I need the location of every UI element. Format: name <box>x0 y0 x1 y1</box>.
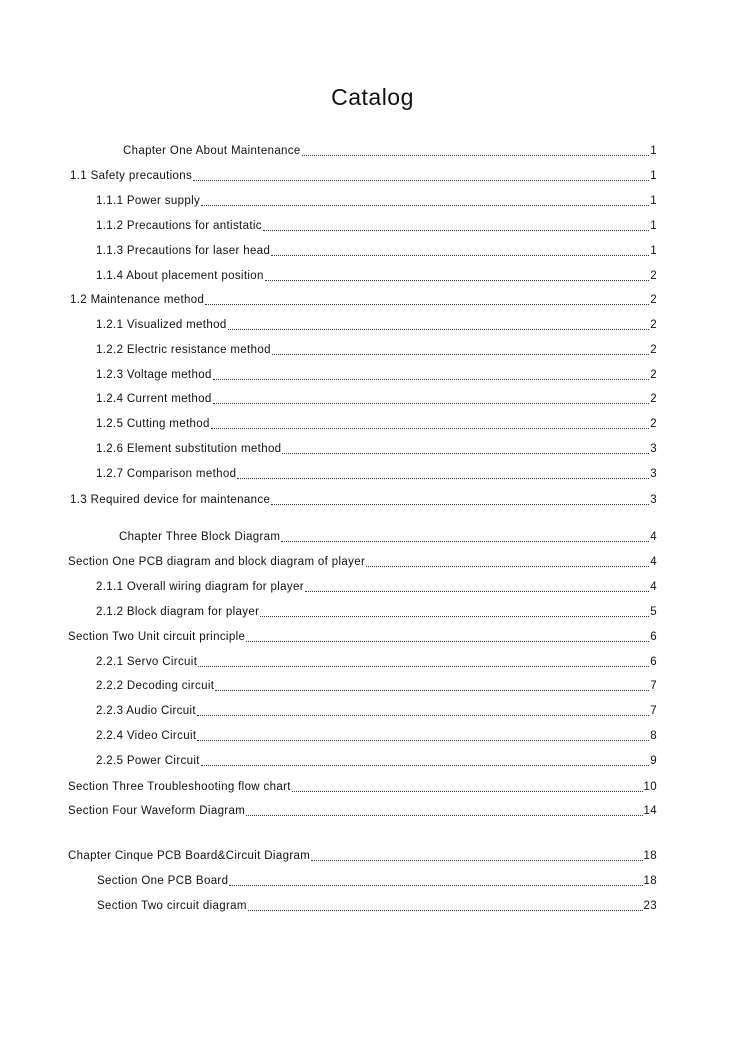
toc-entry-label: 1.1 Safety precautions <box>70 170 193 182</box>
dot-leader <box>292 790 643 792</box>
toc-entry-page: 6 <box>650 656 657 668</box>
dot-leader <box>263 229 649 231</box>
toc-entry-label: 1.1.1 Power supply <box>96 195 201 207</box>
toc-entry-label: 1.2.4 Current method <box>96 393 212 405</box>
toc-entry-label: 1.3 Required device for maintenance <box>70 494 271 506</box>
toc-entry-1-2-4[interactable] <box>96 393 657 409</box>
dot-leader <box>201 204 649 206</box>
toc-entry-label: 2.1.1 Overall wiring diagram for player <box>96 581 304 593</box>
toc-entry-page: 1 <box>650 245 657 257</box>
dot-leader <box>302 154 650 156</box>
dot-leader <box>213 378 650 380</box>
toc-entry-2-2-3[interactable] <box>96 705 657 721</box>
toc-entry-page: 3 <box>650 494 657 506</box>
dot-leader <box>246 640 649 642</box>
dot-leader <box>211 427 649 429</box>
toc-entry-label: 2.2.2 Decoding circuit <box>96 680 215 692</box>
toc-entry-1-2[interactable] <box>70 294 657 310</box>
toc-entry-page: 7 <box>650 705 657 717</box>
toc-entry-page: 18 <box>643 850 657 862</box>
dot-leader <box>260 615 649 617</box>
toc-entry-page: 3 <box>650 468 657 480</box>
toc-entry-page: 2 <box>650 418 657 430</box>
toc-entry-1-1-2[interactable] <box>96 220 657 236</box>
toc-entry-2-1-1[interactable] <box>96 581 657 597</box>
dot-leader <box>213 402 650 404</box>
dot-leader <box>271 503 649 505</box>
page-title: Catalog <box>331 84 414 110</box>
dot-leader <box>265 279 649 281</box>
dot-leader <box>237 477 649 479</box>
toc-entry-1-2-5[interactable] <box>96 418 657 434</box>
dot-leader <box>198 665 649 667</box>
toc-entry-page: 1 <box>650 195 657 207</box>
toc-entry-page: 10 <box>643 781 657 793</box>
toc-entry-label: Section Two Unit circuit principle <box>68 631 246 643</box>
toc-entry-label: 1.2 Maintenance method <box>70 294 205 306</box>
dot-leader <box>197 739 649 741</box>
dot-leader <box>248 909 643 911</box>
toc-entry-page: 2 <box>650 270 657 282</box>
toc-entry-label: 1.2.5 Cutting method <box>96 418 210 430</box>
toc-entry-page: 6 <box>650 631 657 643</box>
toc-entry-label: 1.2.6 Element substitution method <box>96 443 282 455</box>
toc-entry-2-2-4[interactable] <box>96 730 657 746</box>
toc-entry-1-2-3[interactable] <box>96 369 657 385</box>
toc-entry-1-1-3[interactable] <box>96 245 657 261</box>
toc-entry-1-3[interactable] <box>70 494 657 510</box>
toc-entry-1-2-7[interactable] <box>96 468 657 484</box>
dot-leader <box>205 303 649 305</box>
dot-leader <box>246 814 642 816</box>
toc-entry-page: 3 <box>650 443 657 455</box>
toc-entry-page: 1 <box>650 220 657 232</box>
toc-entry-label: 1.1.3 Precautions for laser head <box>96 245 271 257</box>
dot-leader <box>228 328 650 330</box>
toc-entry-label: 2.2.4 Video Circuit <box>96 730 197 742</box>
toc-entry-label: 1.2.3 Voltage method <box>96 369 212 381</box>
toc-entry-page: 2 <box>650 294 657 306</box>
toc-entry-label: 1.1.4 About placement position <box>96 270 264 282</box>
toc-entry-1-2-1[interactable] <box>96 319 657 335</box>
toc-entry-chapter-one[interactable] <box>123 145 657 161</box>
dot-leader <box>282 452 649 454</box>
toc-entry-page: 2 <box>650 319 657 331</box>
toc-entry-label: Section Two circuit diagram <box>97 900 247 912</box>
toc-entry-2-1-2[interactable] <box>96 606 657 622</box>
toc-entry-chapter-cinque[interactable] <box>68 850 657 866</box>
toc-entry-page: 2 <box>650 344 657 356</box>
toc-entry-page: 2 <box>650 369 657 381</box>
toc-entry-page: 8 <box>650 730 657 742</box>
toc-entry-2-2-5[interactable] <box>96 755 657 771</box>
toc-entry-section-four[interactable] <box>68 805 657 821</box>
dot-leader <box>366 565 649 567</box>
toc-entry-label: Section Three Troubleshooting flow chart <box>68 781 291 793</box>
toc-entry-label: Chapter Cinque PCB Board&Circuit Diagram <box>68 850 311 862</box>
toc-entry-1-1[interactable] <box>70 170 657 186</box>
dot-leader <box>305 590 649 592</box>
toc-entry-page: 18 <box>643 875 657 887</box>
dot-leader <box>215 689 649 691</box>
dot-leader <box>197 714 649 716</box>
toc-entry-label: 1.1.2 Precautions for antistatic <box>96 220 262 232</box>
dot-leader <box>272 353 649 355</box>
toc-entry-label: 1.2.7 Comparison method <box>96 468 237 480</box>
dot-leader <box>271 254 649 256</box>
toc-entry-section-two-circuit-diagram[interactable] <box>97 900 657 916</box>
toc-entry-page: 4 <box>650 581 657 593</box>
toc-entry-1-2-6[interactable] <box>96 443 657 459</box>
toc-entry-section-two[interactable] <box>68 631 657 647</box>
toc-entry-label: 2.1.2 Block diagram for player <box>96 606 260 618</box>
toc-entry-label: Chapter One About Maintenance <box>123 145 301 157</box>
toc-entry-page: 2 <box>650 393 657 405</box>
toc-entry-section-three[interactable] <box>68 781 657 797</box>
toc-entry-page: 1 <box>650 145 657 157</box>
toc-entry-2-2-2[interactable] <box>96 680 657 696</box>
toc-entry-label: Chapter Three Block Diagram <box>119 531 281 543</box>
toc-entry-page: 4 <box>650 531 657 543</box>
toc-entry-label: Section One PCB Board <box>97 875 229 887</box>
toc-entry-section-one[interactable] <box>68 556 657 572</box>
toc-entry-section-one-pcb-board[interactable] <box>97 875 657 891</box>
dot-leader <box>229 884 642 886</box>
toc-entry-1-2-2[interactable] <box>96 344 657 360</box>
toc-entry-label: 1.2.2 Electric resistance method <box>96 344 271 356</box>
toc-entry-1-1-1[interactable] <box>96 195 657 211</box>
toc-entry-chapter-three[interactable] <box>119 531 657 547</box>
toc-entry-2-2-1[interactable] <box>96 656 657 672</box>
toc-entry-label: 2.2.1 Servo Circuit <box>96 656 198 668</box>
toc-entry-label: Section One PCB diagram and block diagram of player <box>68 556 366 568</box>
toc-entry-page: 1 <box>650 170 657 182</box>
toc-entry-label: 1.2.1 Visualized method <box>96 319 227 331</box>
toc-entry-page: 5 <box>650 606 657 618</box>
dot-leader <box>281 540 649 542</box>
dot-leader <box>201 764 649 766</box>
toc-entry-1-1-4[interactable] <box>96 270 657 286</box>
toc-entry-page: 4 <box>650 556 657 568</box>
toc-entry-page: 23 <box>643 900 657 912</box>
toc-entry-page: 7 <box>650 680 657 692</box>
toc-entry-page: 9 <box>650 755 657 767</box>
toc-entry-page: 14 <box>643 805 657 817</box>
dot-leader <box>311 859 642 861</box>
toc-entry-label: 2.2.5 Power Circuit <box>96 755 200 767</box>
toc-entry-label: 2.2.3 Audio Circuit <box>96 705 196 717</box>
toc-entry-label: Section Four Waveform Diagram <box>68 805 246 817</box>
dot-leader <box>193 179 649 181</box>
